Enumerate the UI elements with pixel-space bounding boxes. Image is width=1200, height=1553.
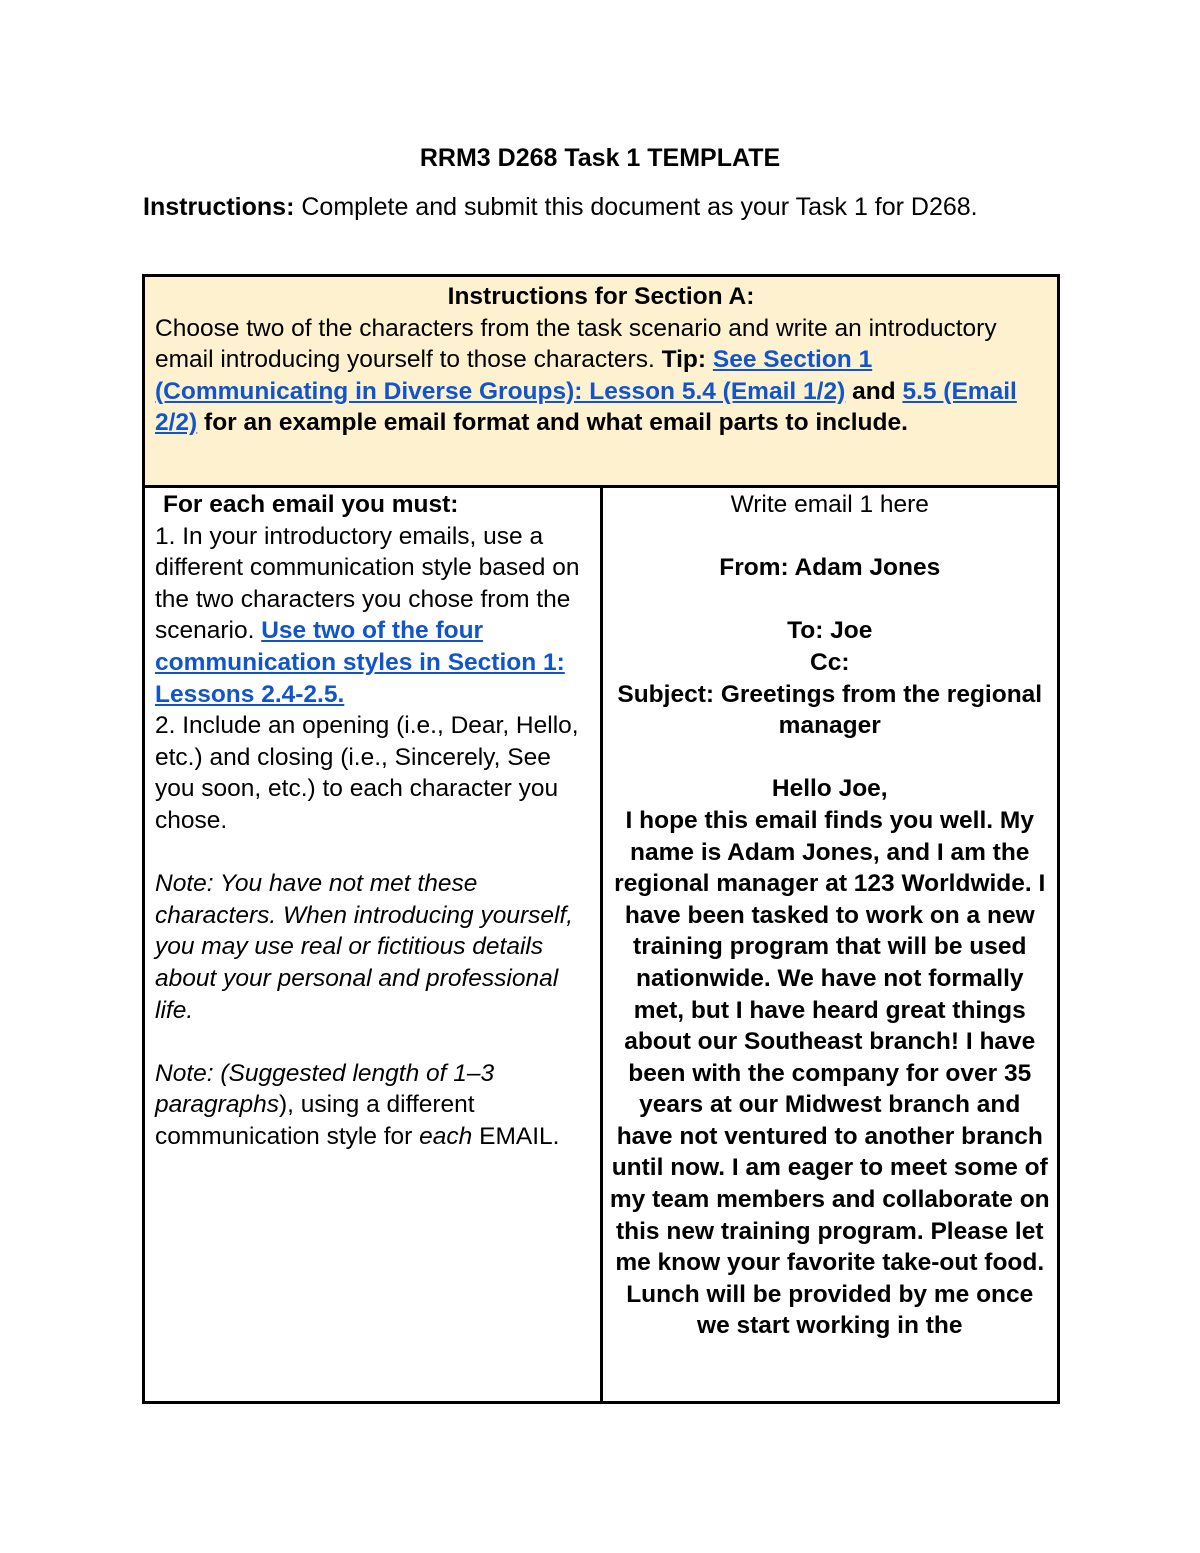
section-a-text (155, 313, 1047, 439)
section-a-body: Choose two of the characters from the task scenario and write an introductory email introducing yourself to those characters. (155, 314, 997, 374)
requirements-heading: For each email you must: (163, 491, 459, 518)
requirements-cell (144, 487, 602, 1403)
requirement-item-1-text: 1. In your introductory emails, use a different communication style based on the two characters you chose from the scenario. (155, 522, 580, 645)
communication-styles-link[interactable]: Use two of the four communication styles in Section 1: Lessons 2.4-2.5. (155, 617, 565, 708)
spacer (155, 837, 594, 869)
email-1-placeholder: Write email 1 here (730, 491, 929, 518)
spacer (609, 521, 1052, 553)
email-1-from: From: Adam Jones (719, 554, 941, 582)
note-length (155, 1058, 594, 1153)
lesson-5-5-link[interactable]: 5.5 (Email 2/2) (155, 377, 1017, 437)
task-table (142, 274, 1060, 1404)
requirement-item-2: 2. Include an opening (i.e., Dear, Hello, etc.) and closing (i.e., Sincerely, See you soon, etc.) to each character you chose. (155, 712, 579, 834)
tip-tail-text: for an example email format and what email parts to include. (204, 409, 908, 437)
instructions-label: Instructions: (143, 193, 295, 221)
tip-label: Tip: (661, 346, 707, 374)
email-1-cell[interactable] (601, 487, 1059, 1403)
spacer (609, 742, 1052, 774)
note-length-mid: ), using a different communication style for (155, 1091, 475, 1150)
note-length-end: EMAIL. (472, 1122, 560, 1150)
email-1-cc: Cc: (810, 648, 850, 676)
spacer (155, 1026, 594, 1058)
lesson-5-4-link[interactable]: See Section 1 (Communicating in Diverse Groups): Lesson 5.4 (Email 1/2) (155, 346, 873, 405)
section-a-heading: Instructions for Section A: (447, 283, 755, 310)
email-1-to: To: Joe (787, 617, 873, 645)
instructions-text: Complete and submit this document as your Task 1 for D268. (301, 193, 978, 221)
email-1-greeting: Hello Joe, (771, 775, 888, 803)
email-1-body: I hope this email finds you well. My name is Adam Jones, and I am the regional manager at 123 Worldwide. I have been tasked to work on a new training program that will be used nationwide. We have not formally met, but I have heard great things about our Southeast branch! I have been with the company for over 35 years at our Midwest branch and have not ventured to another branch until now. I am eager to meet some of my team members and collaborate on this new training program. Please let me know your favorite take-out food. Lunch will be provided by me once we start working in the (609, 806, 1050, 1340)
and-text: and (852, 377, 896, 405)
spacer (609, 584, 1052, 616)
note-length-prefix: Note: ( (155, 1059, 229, 1087)
note-length-each: each (419, 1122, 473, 1150)
note-length-suggested: Suggested length of 1–3 paragraphs (155, 1059, 495, 1119)
requirement-item-1 (155, 521, 594, 711)
document-title: RRM3 D268 Task 1 TEMPLATE (419, 144, 781, 172)
email-1-subject: Subject: Greetings from the regional manager (617, 680, 1043, 740)
note-characters: Note: You have not met these characters. When introducing yourself, you may use real or fictitious details about your personal and professional life. (155, 870, 574, 1024)
instructions-paragraph (143, 192, 1023, 223)
section-a-instructions-cell (144, 276, 1059, 487)
